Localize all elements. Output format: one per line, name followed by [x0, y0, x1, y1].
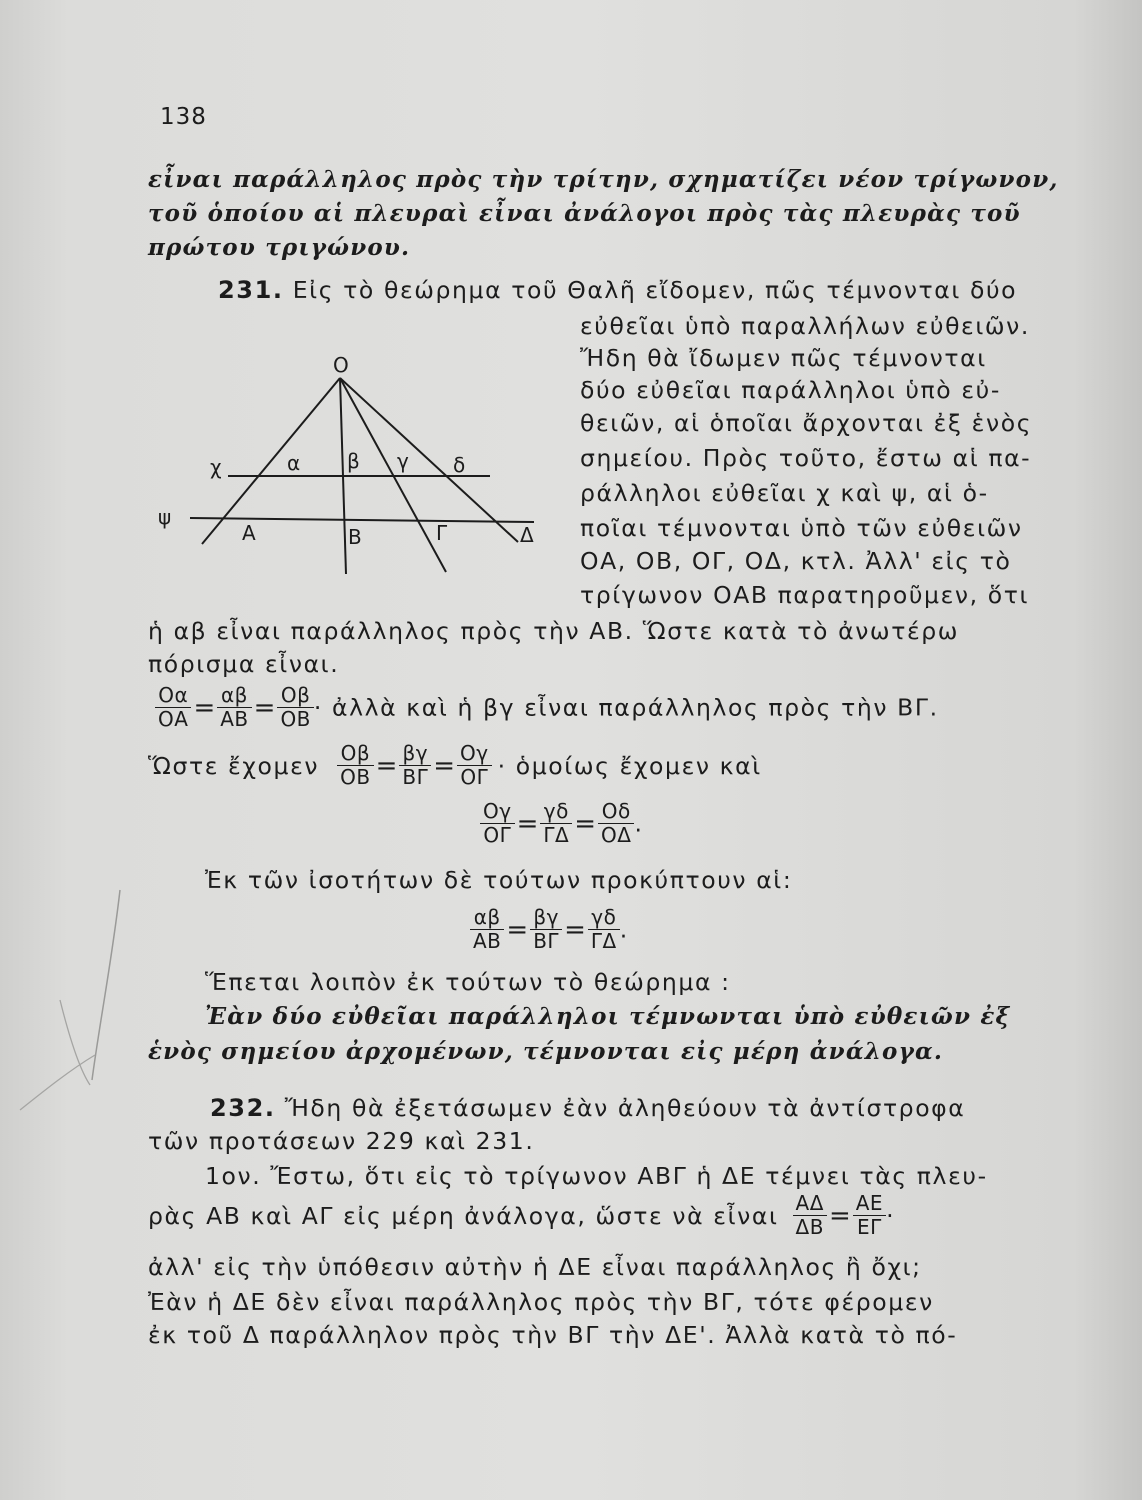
s231-line-2: εὐθεῖαι ὑπὸ παραλλήλων εὐθειῶν.	[580, 312, 1030, 340]
s231-line-5: θειῶν, αἱ ὁποῖαι ἄρχονται ἐξ ἑνὸς	[580, 409, 1033, 437]
s232-line-5: ἀλλ' εἰς τὴν ὑπόθεσιν αὐτὴν ἡ ΔΕ εἶναι παράλληλος ἢ ὄχι;	[148, 1253, 922, 1281]
theorem-intro: Ἕπεται λοιπὸν ἐκ τούτων τὸ θεώρημα :	[205, 968, 731, 996]
s232-line-3: 1ον. Ἔστω, ὅτι εἰς τὸ τρίγωνον ΑΒΓ ἡ ΔΕ τέμνει τὰς πλευ-	[205, 1162, 988, 1190]
label-B: Β	[348, 525, 362, 549]
equation-4: $\frac{\alpha\beta}{AB}$ = $\frac{\beta\gamma}{B\Gamma}$ = $\frac{\gamma\delta}{\Gamma\Delta}$ .	[470, 906, 629, 953]
thales-diagram	[150, 350, 570, 590]
intro-line-2: τοῦ ὁποίου αἱ πλευραὶ εἶναι ἀνάλογοι πρὸς τὰς πλευρὰς τοῦ	[148, 200, 1021, 227]
s231-line-4: δύο εὐθεῖαι παράλληλοι ὑπὸ εὐ-	[580, 376, 1001, 404]
label-G: Γ	[436, 521, 448, 545]
intro-line-3: πρώτου τριγώνου.	[148, 234, 411, 261]
s231-line-3: Ἤδη θὰ ἴδωμεν πῶς τέμνονται	[580, 344, 987, 372]
s231-line-11: ἡ αβ εἶναι παράλληλος πρὸς τὴν ΑΒ. Ὥστε κατὰ τὸ ἀνωτέρω	[148, 617, 960, 645]
section-number-232: 232.	[210, 1094, 276, 1122]
label-g: γ	[397, 449, 409, 473]
s231-line-6: σημείου. Πρὸς τοῦτο, ἔστω αἱ πα-	[580, 444, 1032, 472]
s232-line-7: ἐκ τοῦ Δ παράλληλον πρὸς τὴν ΒΓ τὴν ΔΕ'. Ἀλλὰ κατὰ τὸ πό-	[148, 1321, 958, 1349]
equation-1: $\frac{O\alpha}{OA}$ = $\frac{\alpha\beta}{AB}$ = $\frac{O\beta}{OB}$ · ἀλλὰ καὶ ἡ βγ εἶναι παράλληλος πρὸς τὴν ΒΓ.	[155, 684, 939, 731]
s231-line-10: τρίγωνον ΟΑΒ παρατηροῦμεν, ὅτι	[580, 581, 1030, 609]
s232-line-4: ρὰς ΑΒ καὶ ΑΓ εἰς μέρη ἀνάλογα, ὥστε νὰ εἶναι $\frac{A\Delta}{\Delta B}$ = $\frac{AE}{E\Gamma}$ ·	[148, 1191, 896, 1239]
label-b: β	[347, 449, 360, 473]
s232-line-1: 232. Ἤδη θὰ ἐξετάσωμεν ἐὰν ἀληθεύουν τὰ ἀντίστροφα	[210, 1094, 966, 1122]
label-D: Δ	[520, 523, 534, 547]
intro-line-1: εἶναι παράλληλος πρὸς τὴν τρίτην, σχηματίζει νέον τρίγωνον,	[148, 166, 1059, 193]
page-number: 138	[160, 104, 207, 130]
ray-OD	[340, 378, 518, 542]
theorem-line-1: Ἐὰν δύο εὐθεῖαι παράλληλοι τέμνωνται ὑπὸ εὐθειῶν ἐξ	[205, 1003, 1011, 1030]
label-A: Α	[242, 521, 256, 545]
s232-line-6: Ἐὰν ἡ ΔΕ δὲν εἶναι παράλληλος πρὸς τὴν ΒΓ, τότε φέρομεν	[148, 1288, 934, 1316]
s231-line-1: 231. Εἰς τὸ θεώρημα τοῦ Θαλῆ εἴδομεν, πῶς τέμνονται δύο	[218, 276, 1018, 304]
s231-line-8: ποῖαι τέμνονται ὑπὸ τῶν εὐθειῶν	[580, 514, 1023, 542]
s232-line-2: τῶν προτάσεων 229 καὶ 231.	[148, 1127, 535, 1155]
label-chi: χ	[210, 455, 222, 479]
label-O: Ο	[333, 353, 349, 377]
theorem-line-2: ἑνὸς σημείου ἀρχομένων, τέμνονται εἰς μέρη ἀνάλογα.	[148, 1038, 944, 1065]
section-number-231: 231.	[218, 276, 284, 304]
label-psi: ψ	[158, 505, 172, 529]
s231-line-7: ράλληλοι εὐθεῖαι χ καὶ ψ, αἱ ὁ-	[580, 479, 989, 507]
s231-line-12: πόρισμα εἶναι.	[148, 650, 340, 678]
label-d: δ	[453, 453, 466, 477]
s231-line-9: ΟΑ, ΟΒ, ΟΓ, ΟΔ, κτλ. Ἀλλ' εἰς τὸ	[580, 547, 1012, 575]
label-a: α	[287, 451, 301, 475]
isotites-line: Ἐκ τῶν ἰσοτήτων δὲ τούτων προκύπτουν αἱ:	[205, 866, 793, 894]
equation-3: $\frac{O\gamma}{O\Gamma}$ = $\frac{\gamma\delta}{\Gamma\Delta}$ = $\frac{O\delta}{O\Delta}$ .	[480, 800, 644, 847]
equation-2: Ὥστε ἔχομεν $\frac{O\beta}{OB}$ = $\frac{\beta\gamma}{B\Gamma}$ = $\frac{O\gamma}{O\Gamma}$ · ὁμοίως ἔχομεν καὶ	[148, 741, 762, 789]
